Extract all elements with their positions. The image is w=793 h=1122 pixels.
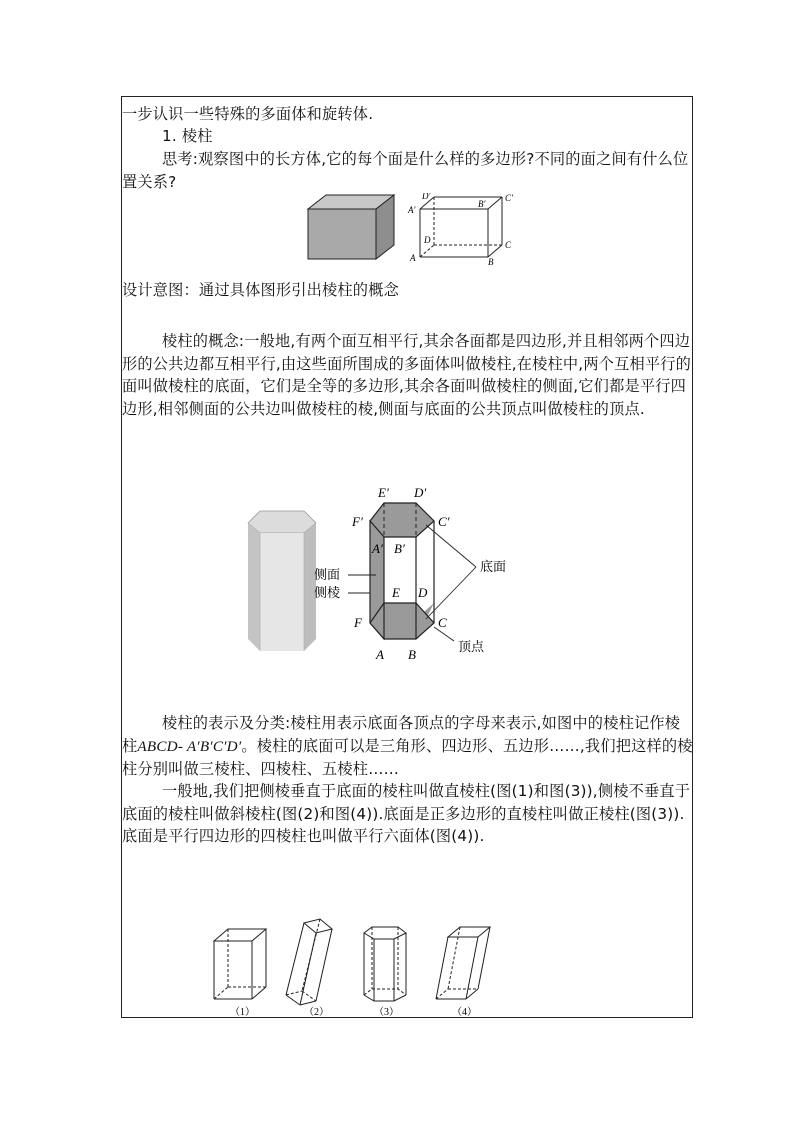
hex-prism-figure [240,481,540,665]
label-D-hex: D [418,585,428,600]
label-Bp-hex: B′ [394,541,405,556]
repr-text-2: 。棱柱的底面可以是三角形、四边形、五边形……,我们把这样的棱柱分别叫做三棱柱、四棱柱、五棱柱…… [122,736,693,778]
classification-paragraph: 一般地,我们把侧棱垂直于底面的棱柱叫做直棱柱(图(1)和图(3)),侧棱不垂直于底面的棱柱叫做斜棱柱(图(2)和图(4)).底面是正多边形的直棱柱叫做正棱柱(图(3)).底面是平行四边形的四棱柱也叫做平行六面体(图(4)). [122,782,691,845]
label-Dp-hex: D′ [414,485,427,500]
label-E: E [392,585,400,600]
label-C: C [505,240,512,250]
label-B: B [488,257,494,265]
callout-vertex: 顶点 [458,639,485,654]
label-C-hex: C [438,615,447,630]
think-paragraph: 思考:观察图中的长方体,它的每个面是什么样的多边形?不同的面之间有什么位置关系? [122,150,689,191]
repr-math: ABCD- A′B′C′D′ [137,737,242,755]
design-intent: 设计意图：通过具体图形引出棱柱的概念 [122,281,399,299]
callout-base: 底面 [480,559,507,574]
label-Ep: E′ [378,485,389,500]
caption-3: （3） [374,1007,399,1018]
label-Ap-hex: A′ [372,541,383,556]
label-Dp: D′ [422,193,431,201]
caption-2: （2） [304,1007,329,1018]
label-Cp-hex: C′ [438,514,450,529]
label-Cp: C′ [505,193,513,203]
label-A-hex: A [376,647,384,662]
cuboid-figure [302,193,522,265]
label-A: A [410,253,416,263]
content-frame [121,96,693,1018]
caption-1: （1） [230,1007,255,1018]
section-heading: 1. 棱柱 [162,127,213,145]
representation-paragraph [122,712,694,781]
label-Ap: A′ [408,205,416,215]
label-Bp: B′ [478,199,486,209]
caption-4: （4） [452,1007,477,1018]
intro-line: 一步认识一些特殊的多面体和旋转体. [122,105,374,123]
prism-types-figure [208,915,508,1019]
label-F: F [354,615,362,630]
repr-text-1: 棱柱的表示及分类:棱柱用表示底面各顶点的字母来表示,如图中的棱柱记作棱柱 [122,714,681,755]
concept-paragraph: 棱柱的概念:一般地,有两个面互相平行,其余各面都是四边形,并且相邻两个四边形的公共边都互相平行,由这些面所围成的多面体叫做棱柱,在棱柱中,两个互相平行的面叫做棱柱的底面，它们是全等的多边形,其余各面叫做棱柱的侧面,它们都是平行四边形,相邻侧面的公共边叫做棱柱的棱,侧面与底面的公共顶点叫做棱柱的顶点. [122,332,692,418]
label-Fp: F′ [352,514,363,529]
label-D: D [424,235,431,245]
callout-side-edge: 侧棱 [314,585,341,600]
label-B-hex: B [408,647,416,662]
callout-side-face: 侧面 [314,567,341,582]
